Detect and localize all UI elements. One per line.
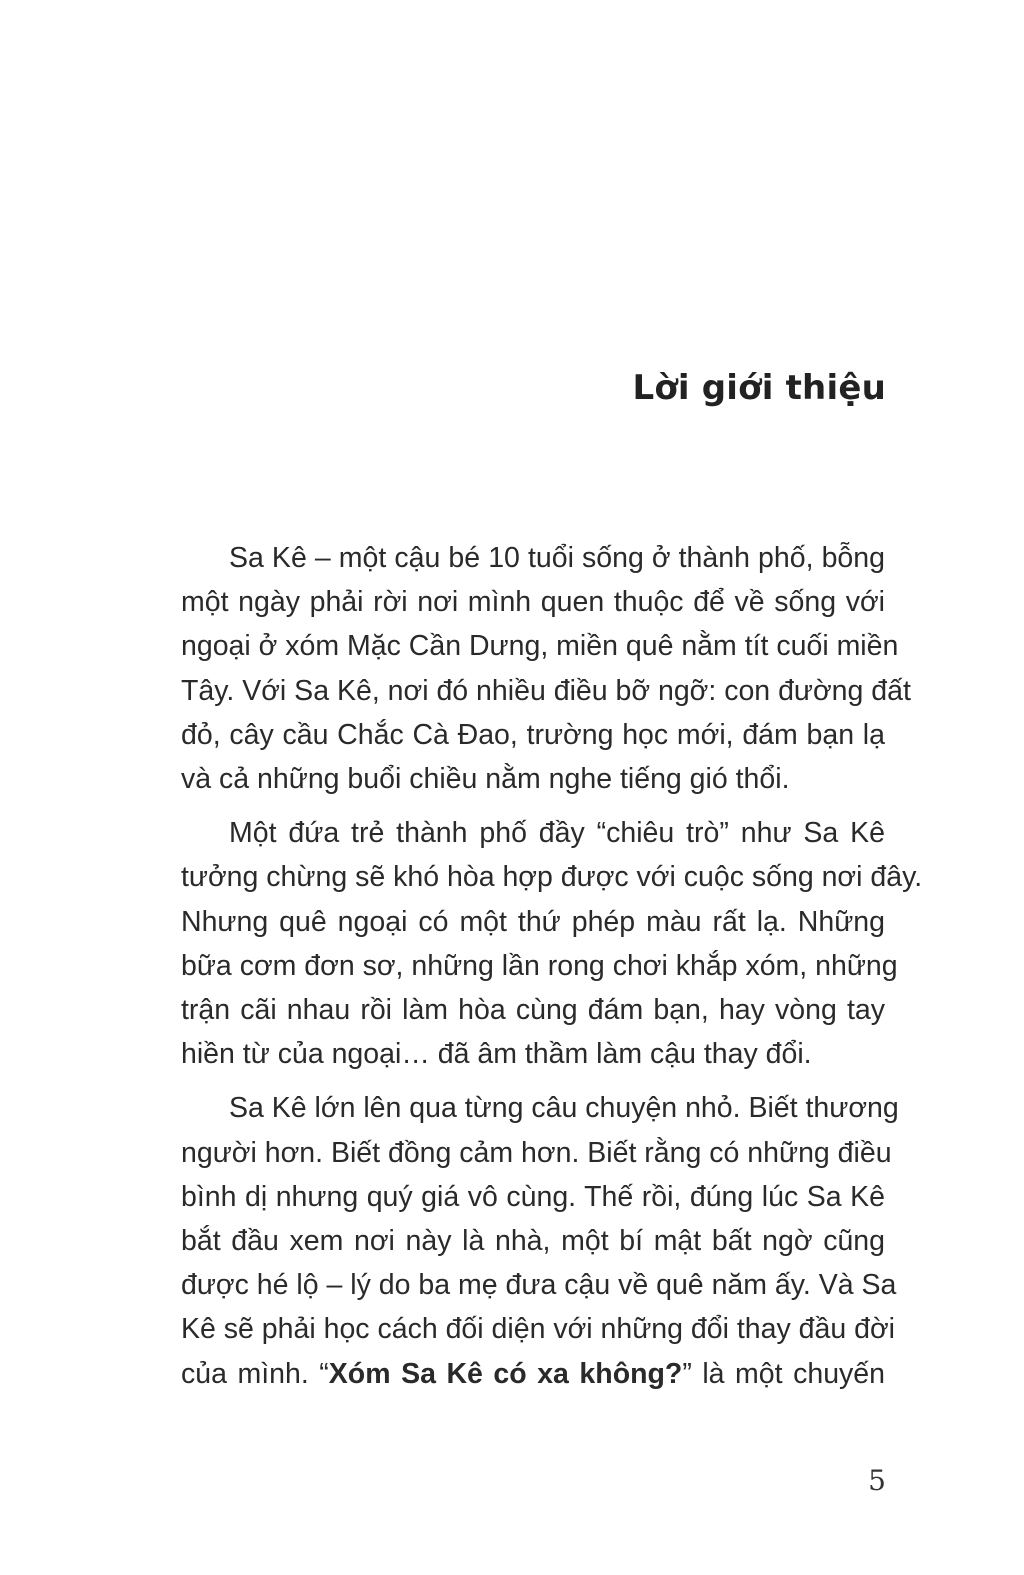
text-line-final [133,1352,885,1396]
body-text [133,536,923,1396]
text-line: bữa cơm đơn sơ, những lần rong chơi khắp xóm, những [181,949,898,982]
text-line: Sa Kê – một cậu bé 10 tuổi sống ở thành phố, bỗng [229,542,885,574]
text-line: bắt đầu xem nơi này là nhà, một bí mật bất ngờ cũng [181,1225,885,1258]
text-line: Tây. Với Sa Kê, nơi đó nhiều điều bỡ ngỡ: con đường đất [181,674,911,707]
text-line: Kê sẽ phải học cách đối diện với những đổi thay đầu đời [181,1313,896,1346]
text-line: bình dị nhưng quý giá vô cùng. Thế rồi, đúng lúc Sa Kê [181,1180,885,1213]
text-line: tưởng chừng sẽ khó hòa hợp được với cuộc sống nơi đây. [181,861,923,894]
book-title: Xóm Sa Kê có xa không? [328,1357,683,1390]
text-line: người hơn. Biết đồng cảm hơn. Biết rằng có những điều [181,1136,892,1169]
text-line: ngoại ở xóm Mặc Cần Dưng, miền quê nằm tít cuối miền [181,630,899,663]
text-line: trận cãi nhau rồi làm hòa cùng đám bạn, hay vòng tay [181,994,885,1027]
text-line: được hé lộ – lý do ba mẹ đưa cậu về quê năm ấy. Và Sa [181,1269,897,1302]
paragraph-1 [133,536,911,801]
text-line: một ngày phải rời nơi mình quen thuộc để về sống với [181,586,885,619]
paragraph-3 [133,1086,899,1395]
paragraph-2 [133,811,923,1076]
text-line: Nhưng quê ngoại có một thứ phép màu rất lạ. Những [181,905,885,938]
text-line: và cả những buổi chiều nằm nghe tiếng gió thổi. [181,763,790,796]
page-number: 5 [868,1464,886,1497]
text-line: Sa Kê lớn lên qua từng câu chuyện nhỏ. Biết thương [229,1092,899,1125]
text-line: đỏ, cây cầu Chắc Cà Đao, trường học mới, đám bạn lạ [181,718,885,751]
text-run: ” là một chuyến [682,1357,885,1390]
chapter-title: Lời giới thiệu [632,368,886,408]
text-line: hiền từ của ngoại… đã âm thầm làm cậu thay đổi. [181,1038,812,1071]
text-line: Một đứa trẻ thành phố đầy “chiêu trò” như Sa Kê [229,817,885,850]
text-run: của mình. “ [181,1357,329,1390]
